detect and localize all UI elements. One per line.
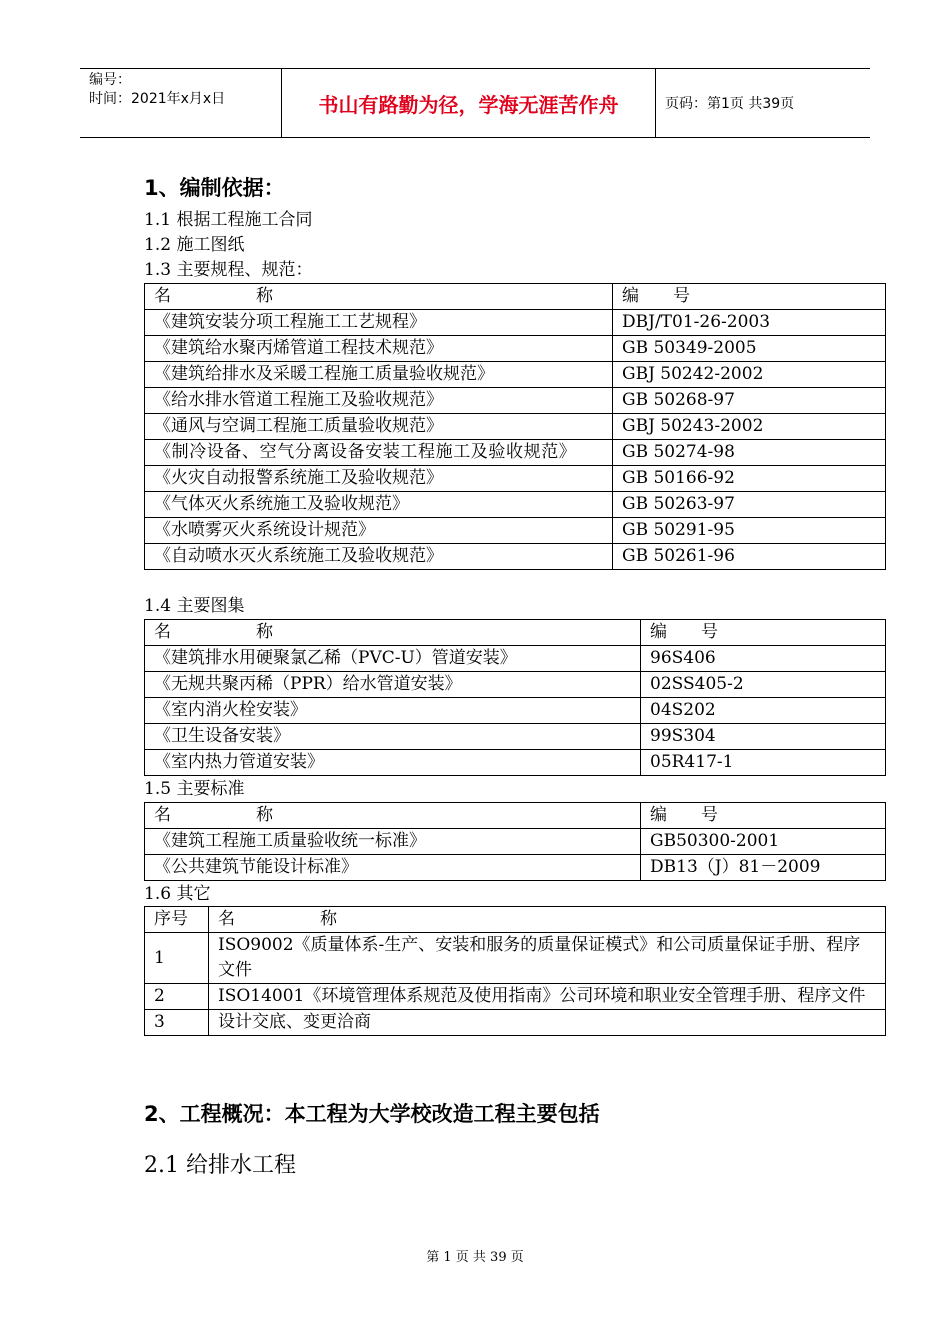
cell-code: 02SS405-2 bbox=[641, 672, 886, 698]
item-1-5: 1.5 主要标准 bbox=[144, 779, 245, 799]
standards-table bbox=[144, 802, 886, 881]
table-row bbox=[145, 724, 886, 750]
cell-name: 《给水排水管道工程施工及验收规范》 bbox=[145, 388, 613, 414]
cell-name: 《建筑工程施工质量验收统一标准》 bbox=[145, 829, 641, 855]
table-row bbox=[145, 544, 886, 570]
section-1-title: 1、编制依据： bbox=[144, 176, 285, 200]
table-header-row bbox=[145, 620, 886, 646]
cell-name: 《建筑安装分项工程施工工艺规程》 bbox=[145, 310, 613, 336]
table-row bbox=[145, 310, 886, 336]
col-header-name: 名 称 bbox=[209, 907, 886, 933]
header-motto: 书山有路勤为径，学海无涯苦作舟 bbox=[282, 69, 656, 137]
cell-name: 《室内热力管道安装》 bbox=[145, 750, 641, 776]
item-1-1: 1.1 根据工程施工合同 bbox=[144, 210, 313, 230]
col-header-name: 名 称 bbox=[145, 284, 613, 310]
cell-code: GB 50261-96 bbox=[613, 544, 886, 570]
table-row bbox=[145, 492, 886, 518]
cell-code: 99S304 bbox=[641, 724, 886, 750]
table-row bbox=[145, 362, 886, 388]
subsection-2-1-title: 2.1 给排水工程 bbox=[144, 1153, 296, 1178]
table-row bbox=[145, 440, 886, 466]
table-row bbox=[145, 518, 886, 544]
cell-code: 96S406 bbox=[641, 646, 886, 672]
cell-name: 《制冷设备、空气分离设备安装工程施工及验收规范》 bbox=[145, 440, 613, 466]
item-1-4: 1.4 主要图集 bbox=[144, 596, 245, 616]
cell-name: 《火灾自动报警系统施工及验收规范》 bbox=[145, 466, 613, 492]
table-row bbox=[145, 698, 886, 724]
cell-code: GB 50274-98 bbox=[613, 440, 886, 466]
cell-seq: 2 bbox=[145, 984, 209, 1010]
col-header-code: 编 号 bbox=[641, 620, 886, 646]
table-row bbox=[145, 829, 886, 855]
table-row bbox=[145, 933, 886, 984]
table-row bbox=[145, 984, 886, 1010]
table-row bbox=[145, 414, 886, 440]
cell-code: GB50300-2001 bbox=[641, 829, 886, 855]
col-header-seq: 序号 bbox=[145, 907, 209, 933]
col-header-name: 名 称 bbox=[145, 803, 641, 829]
cell-name: 设计交底、变更洽商 bbox=[209, 1010, 886, 1036]
cell-code: 04S202 bbox=[641, 698, 886, 724]
table-row bbox=[145, 646, 886, 672]
table-row bbox=[145, 388, 886, 414]
cell-code: DB13（J）81－2009 bbox=[641, 855, 886, 881]
cell-name: 《气体灭火系统施工及验收规范》 bbox=[145, 492, 613, 518]
table-row bbox=[145, 750, 886, 776]
specs-table bbox=[144, 283, 886, 570]
page-header bbox=[80, 68, 870, 138]
cell-code: GBJ 50243-2002 bbox=[613, 414, 886, 440]
table-row bbox=[145, 1010, 886, 1036]
cell-seq: 3 bbox=[145, 1010, 209, 1036]
col-header-code: 编 号 bbox=[613, 284, 886, 310]
cell-name: 《建筑给排水及采暖工程施工质量验收规范》 bbox=[145, 362, 613, 388]
section-2-title: 2、工程概况：本工程为大学校改造工程主要包括 bbox=[144, 1102, 600, 1126]
col-header-name: 名 称 bbox=[145, 620, 641, 646]
cell-code: DBJ/T01-26-2003 bbox=[613, 310, 886, 336]
cell-seq: 1 bbox=[145, 933, 209, 984]
cell-name: 《建筑给水聚丙烯管道工程技术规范》 bbox=[145, 336, 613, 362]
cell-name: ISO9002《质量体系-生产、安装和服务的质量保证模式》和公司质量保证手册、程序文件 bbox=[209, 933, 886, 984]
cell-code: 05R417-1 bbox=[641, 750, 886, 776]
table-header-row bbox=[145, 284, 886, 310]
cell-code: GB 50166-92 bbox=[613, 466, 886, 492]
cell-code: GB 50263-97 bbox=[613, 492, 886, 518]
cell-name: 《无规共聚丙稀（PPR）给水管道安装》 bbox=[145, 672, 641, 698]
table-row bbox=[145, 466, 886, 492]
col-header-code: 编 号 bbox=[641, 803, 886, 829]
cell-code: GB 50349-2005 bbox=[613, 336, 886, 362]
table-header-row bbox=[145, 907, 886, 933]
cell-code: GB 50291-95 bbox=[613, 518, 886, 544]
cell-name: 《室内消火栓安装》 bbox=[145, 698, 641, 724]
item-1-3: 1.3 主要规程、规范： bbox=[144, 260, 313, 280]
table-header-row bbox=[145, 803, 886, 829]
cell-code: GB 50268-97 bbox=[613, 388, 886, 414]
cell-name: 《建筑排水用硬聚氯乙稀（PVC-U）管道安装》 bbox=[145, 646, 641, 672]
table-row bbox=[145, 336, 886, 362]
cell-name: ISO14001《环境管理体系规范及使用指南》公司环境和职业安全管理手册、程序文件 bbox=[209, 984, 886, 1010]
header-page-info: 页码：第1页 共39页 bbox=[665, 96, 795, 112]
cell-name: 《公共建筑节能设计标准》 bbox=[145, 855, 641, 881]
header-time: 时间：2021年x月x日 bbox=[89, 91, 226, 107]
cell-code: GBJ 50242-2002 bbox=[613, 362, 886, 388]
other-table bbox=[144, 906, 886, 1036]
cell-name: 《水喷雾灭火系统设计规范》 bbox=[145, 518, 613, 544]
header-meta bbox=[80, 69, 282, 137]
item-1-6: 1.6 其它 bbox=[144, 884, 211, 904]
header-number: 编号： bbox=[89, 72, 131, 88]
page-footer: 第 1 页 共 39 页 bbox=[426, 1250, 524, 1265]
atlas-table bbox=[144, 619, 886, 776]
cell-name: 《通风与空调工程施工质量验收规范》 bbox=[145, 414, 613, 440]
table-row bbox=[145, 855, 886, 881]
cell-name: 《卫生设备安装》 bbox=[145, 724, 641, 750]
cell-name: 《自动喷水灭火系统施工及验收规范》 bbox=[145, 544, 613, 570]
item-1-2: 1.2 施工图纸 bbox=[144, 235, 245, 255]
table-row bbox=[145, 672, 886, 698]
